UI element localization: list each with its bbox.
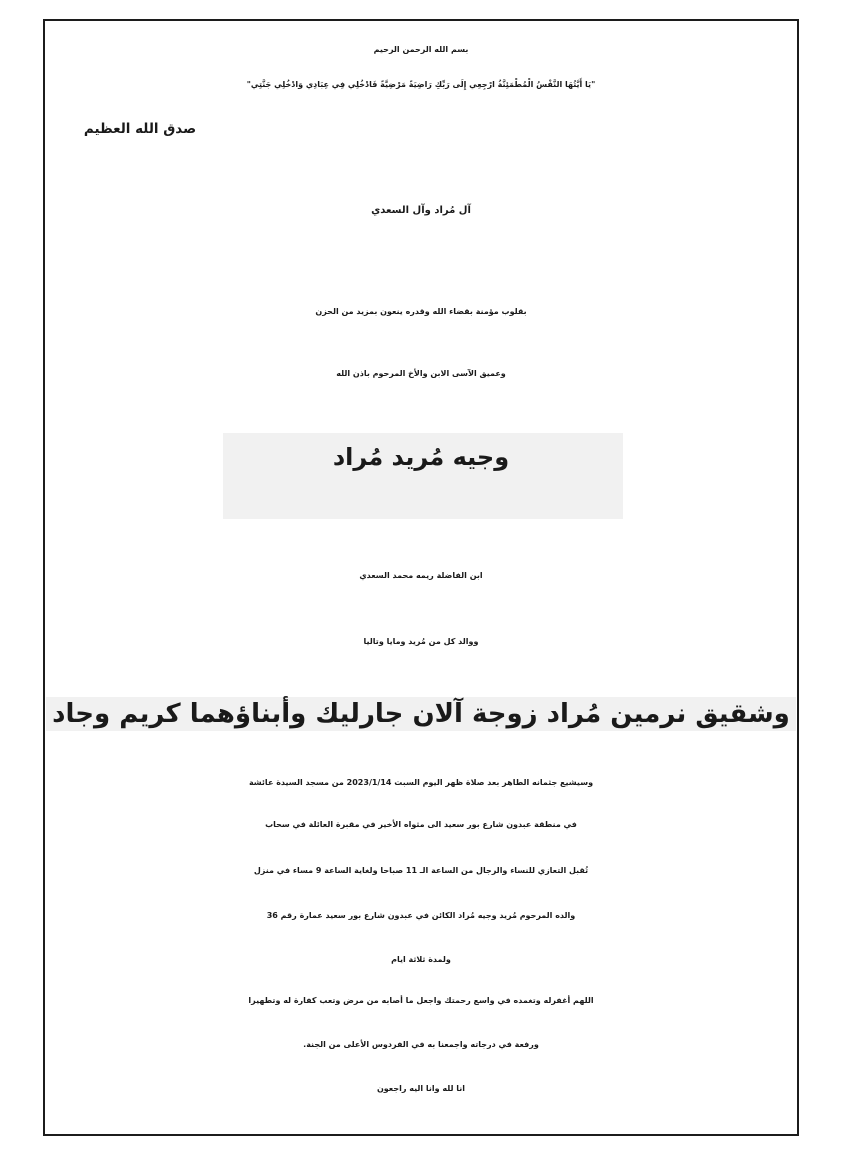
obituary-frame [43,19,799,1136]
relation-sibling: وشقيق نرمين مُراد زوجة آلان جارليك وأبناؤهما كريم وجاد [46,697,796,731]
relation-children: ووالد كل من مُريد ومايا وتاليا [363,637,479,646]
funeral-line-2: في منطقة عبدون شارع بور سعيد الى مثواه الأخير في مقبرة العائلة في سحاب [265,820,577,829]
verse-closing: صدق الله العظيم [83,121,197,137]
relation-mother: ابن الفاضلة ريمه محمد السعدي [359,571,483,580]
mourning-line-1: بقلوب مؤمنة بقضاء الله وقدره ينعون بمزيد من الحزن [315,307,527,316]
condolence-line-1: تُقبل التعازي للنساء والرجال من الساعة الـ 11 صباحا ولغاية الساعة 9 مساء في منزل [253,866,589,875]
relation-sibling-row [45,699,797,729]
quran-verse: "يَا أَيَّتُهَا النَّفْسُ الْمُطْمَئِنَّةُ ارْجِعِي إِلَى رَبِّكِ رَاضِيَةً مَرْضِيَّةً فَادْخُلِي فِي عِبَادِي وَادْخُلِي جَنَّتِي" [246,80,596,89]
mourning-line-2: وعميق الآسى الابن والأخ المرحوم باذن الله [336,369,506,378]
condolence-line-3: ولمدة ثلاثة ايام [391,955,451,964]
deceased-name: وجيه مُريد مُراد [332,443,510,471]
condolence-line-2: والده المرحوم مُريد وجيه مُراد الكائن في عبدون شارع بور سعيد عمارة رقم 36 [266,911,576,920]
closing-phrase: انا لله وانا اليه راجعون [376,1084,466,1093]
funeral-line-1: وسيشيع جثمانه الطاهر بعد صلاة ظهر اليوم السبت 2023/1/14 من مسجد السيدة عائشة [248,778,594,787]
prayer-line-1: اللهم أغفرله وتغمده في واسع رحمتك واجعل ما أصابه من مرض وتعب كفارة له وتطهيرا [248,996,594,1005]
basmala: بسم الله الرحمن الرحيم [373,45,469,54]
prayer-line-2: ورفعة في درجاته واجمعنا به في الفردوس الأعلى من الجنة. [303,1040,539,1049]
families-heading: آل مُراد وآل السعدي [371,205,471,216]
